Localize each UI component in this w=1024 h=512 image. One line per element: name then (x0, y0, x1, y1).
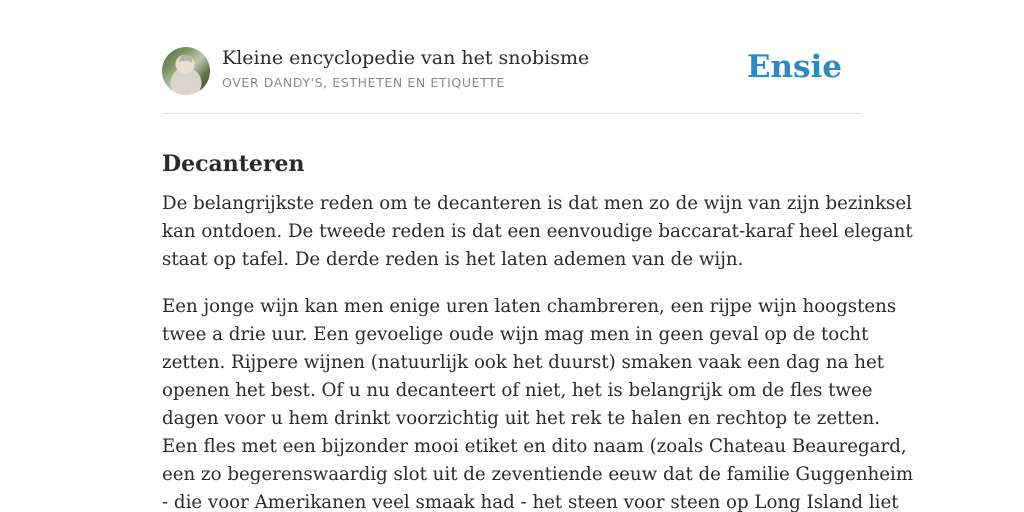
article-line: zetten. Rijpere wijnen (natuurlijk ook het duurst) smaken vaak een dag na het (162, 352, 885, 373)
article-line: - die voor Amerikanen veel smaak had - het steen voor steen op Long Island liet (162, 492, 899, 512)
article-line: staat op tafel. De derde reden is het laten ademen van de wijn. (162, 249, 744, 270)
article-line: kan ontdoen. De tweede reden is dat een eenvoudige baccarat-karaf heel elegant (162, 221, 913, 242)
article-paragraph-2 (162, 293, 914, 512)
article-line: twee a drie uur. Een gevoelige oude wijn mag men in geen geval op de tocht (162, 324, 869, 345)
author-avatar[interactable] (162, 47, 210, 95)
article-line: openen het best. Of u nu decanteert of niet, het is belangrijk om de fles twee (162, 380, 873, 401)
person-photo-icon (162, 47, 210, 95)
article-line: dagen voor u hem drinkt voorzichtig uit het rek te halen en rechtop te zetten. (162, 408, 881, 429)
article-title: Decanteren (162, 150, 305, 177)
article-paragraph-1 (162, 190, 913, 274)
article-body (162, 190, 914, 512)
article-line: Een jonge wijn kan men enige uren laten chambreren, een rijpe wijn hoogstens (162, 296, 897, 317)
article-line: Een fles met een bijzonder mooi etiket en dito naam (zoals Chateau Beauregard, (162, 436, 907, 457)
ensie-logo-link[interactable]: Ensie (746, 49, 842, 85)
blog-title[interactable]: Kleine encyclopedie van het snobisme (222, 47, 590, 69)
blog-subtitle: OVER DANDY'S, ESTHETEN EN ETIQUETTE (222, 75, 505, 90)
blog-header (162, 44, 862, 114)
article-line: De belangrijkste reden om te decanteren is dat men zo de wijn van zijn bezinksel (162, 193, 912, 214)
article-line: een zo begerenswaardig slot uit de zeventiende eeuw dat de familie Guggenheim (162, 464, 914, 485)
